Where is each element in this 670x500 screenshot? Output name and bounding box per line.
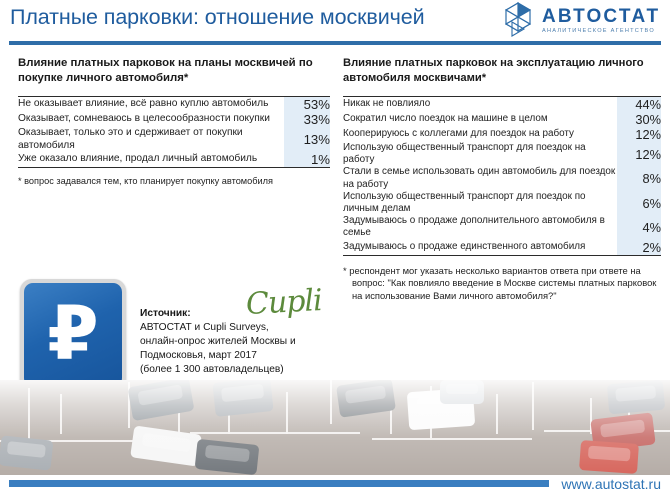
row-label: Задумываюсь о продаже единственного автомобиля [343,241,586,253]
parked-car [212,380,273,417]
parking-stall-line [496,394,498,434]
row-value: 6% [617,191,661,215]
table-row [343,127,661,142]
ruble-icon: ₽ [47,290,99,377]
parking-lot-photo [0,380,670,475]
parked-car [128,380,195,421]
source-line-2: онлайн-опрос жителей Москвы и [140,336,296,347]
row-label: Не оказывает влияние, всё равно куплю автомобиль [18,98,269,110]
row-value: 12% [617,127,661,142]
table-row [343,142,661,166]
paid-parking-sign-icon [20,279,126,391]
row-value: 33% [284,112,330,127]
parking-stall-line [330,380,332,424]
source-line-4: (более 1 300 автовладельцев) [140,364,284,375]
row-value: 44% [617,97,661,113]
table-row [343,191,661,215]
table-row [18,97,330,113]
table-row [343,215,661,239]
row-label: Кооперируюсь с коллегами для поездок на работу [343,128,574,140]
row-value: 1% [284,152,330,168]
row-value: 8% [617,166,661,190]
table-row [343,240,661,256]
panel-car-usage [343,56,661,302]
footnote-right: * респондент мог указать несколько вариантов ответа при ответе на вопрос: "Как повлияло введение в Москве системы платных парковок на использование Вами личного автомобиля?" [343,264,657,301]
row-label: Оказывает, только это и сдерживает от покупки автомобиля [18,127,243,151]
row-label: Стали в семье использовать один автомобиль для поездок на работу [343,166,616,190]
parking-stall-line [286,392,288,434]
table-row [343,166,661,190]
row-label: Использую общественный транспорт для поездок на работу [343,142,586,166]
autostat-logo-text [542,7,660,36]
parking-stall-line [28,388,30,442]
row-value: 2% [617,240,661,256]
parking-lot-fade-overlay [0,380,670,475]
footer-url[interactable]: www.autostat.ru [561,476,661,492]
footer [0,476,670,500]
autostat-logo-mark [497,2,539,38]
row-value: 12% [617,142,661,166]
panel-purchase-plans [18,56,330,188]
row-label: Задумываюсь о продаже дополнительного автомобиля в семье [343,215,605,239]
parked-car [0,435,53,470]
source-line-1: АВТОСТАТ и Cupli Surveys, [140,322,269,333]
table-row [18,112,330,127]
autostat-logo [497,2,663,39]
parking-stall-line [372,438,532,440]
parking-stall-line [532,382,534,430]
header-divider [9,41,661,45]
row-label: Уже оказало влияние, продал личный автомобиль [18,153,258,165]
panel-title-left: Влияние платных парковок на планы москвичей по покупке личного автомобиля* [18,57,313,84]
table-row [18,127,330,152]
source-line-3: Подмосковья, март 2017 [140,350,257,361]
table-row [343,112,661,127]
paid-parking-sign-face [24,283,122,387]
panel-title-right: Влияние платных парковок на эксплуатацию личного автомобиля москвичами* [343,57,644,84]
header [0,0,670,46]
row-label: Сократил число поездок на машине в целом [343,113,548,125]
parked-car [440,380,484,404]
row-value: 53% [284,97,330,113]
footnote-left: * вопрос задавался тем, кто планирует покупку автомобиля [18,176,273,187]
parked-car [195,439,260,475]
footer-divider [9,480,549,487]
parking-stall-line [60,394,62,434]
table-row [343,97,661,113]
parking-stall-line [190,432,360,434]
source-label: Источник: [140,308,191,319]
row-value: 4% [617,215,661,239]
parked-car [336,380,396,418]
row-label: Оказывает, сомневаюсь в целесообразности покупки [18,113,270,125]
parked-car [579,440,639,474]
parked-car [607,380,665,414]
row-value: 13% [284,127,330,152]
page-title: Платные парковки: отношение москвичей [10,5,425,29]
row-value: 30% [617,112,661,127]
autostat-logo-tagline: АНАЛИТИЧЕСКОЕ АГЕНТСТВО [542,28,655,34]
row-label: Использую общественный транспорт для поездок по личным делам [343,190,586,215]
table-purchase-plans [18,96,330,168]
autostat-logo-name: АВТОСТАТ [542,6,661,27]
table-car-usage [343,96,661,256]
cupli-logo: Cupli [245,283,323,322]
table-row [18,152,330,168]
row-label: Никак не повлияло [343,98,431,110]
